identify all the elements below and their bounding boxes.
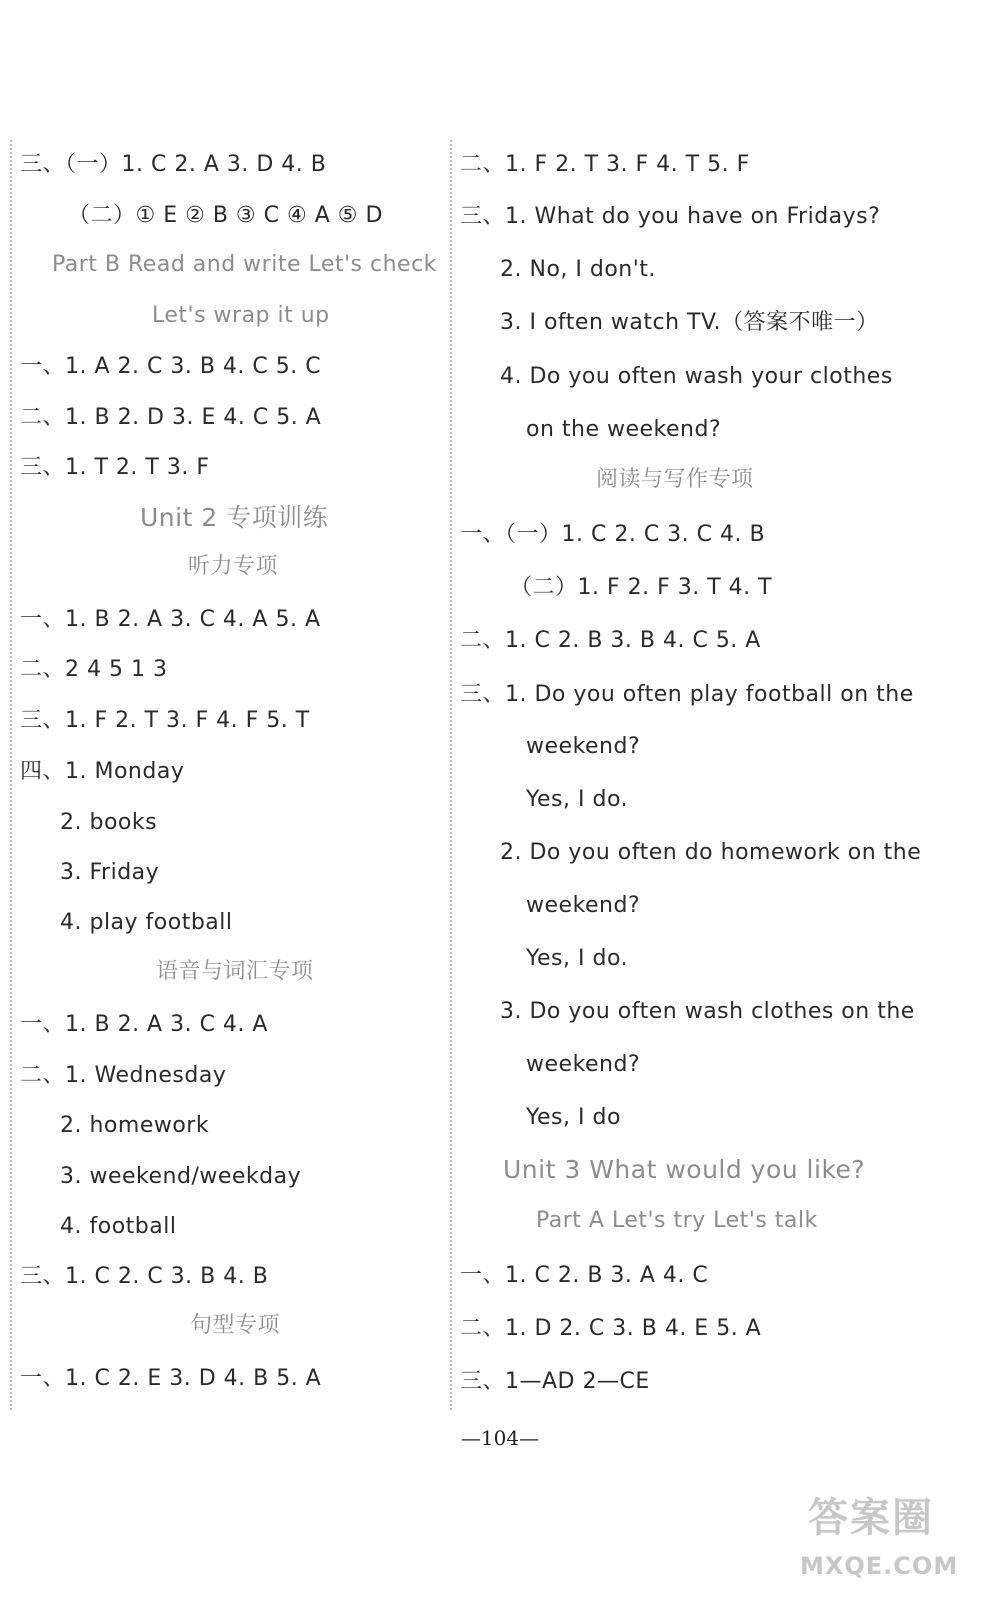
answer-line: 2. books [60, 810, 158, 835]
section-heading: 句型专项 [190, 1313, 281, 1338]
answer-line: 二、1. B 2. D 3. E 4. C 5. A [20, 405, 322, 430]
answer-line: 二、1. C 2. B 3. B 4. C 5. A [460, 628, 761, 653]
answer-line: 三、1—AD 2—CE [460, 1369, 650, 1394]
answer-line: 3. I often watch TV.（答案不唯一） [500, 310, 879, 335]
watermark [800, 1486, 980, 1596]
answer-line: weekend? [526, 1052, 641, 1077]
answer-line: 4. play football [60, 910, 233, 935]
answer-line: 一、（一）1. C 2. C 3. C 4. B [460, 522, 766, 547]
answer-line: 三、1. F 2. T 3. F 4. F 5. T [20, 708, 310, 733]
answer-line: 一、1. B 2. A 3. C 4. A 5. A [20, 607, 321, 632]
answer-line: 2. homework [60, 1113, 210, 1138]
answer-line: 三、1. C 2. C 3. B 4. B [20, 1264, 269, 1289]
answer-line: weekend? [526, 893, 641, 918]
answer-line: 一、1. C 2. E 3. D 4. B 5. A [20, 1366, 322, 1391]
answer-line: weekend? [526, 734, 641, 759]
section-heading: 语音与词汇专项 [156, 959, 314, 984]
section-heading: 听力专项 [188, 554, 279, 579]
answer-line: 一、1. B 2. A 3. C 4. A [20, 1012, 268, 1037]
answer-line: 三、1. What do you have on Fridays? [460, 204, 881, 229]
answer-line: 一、1. A 2. C 3. B 4. C 5. C [20, 354, 322, 379]
answer-line: 二、1. D 2. C 3. B 4. E 5. A [460, 1316, 762, 1341]
answer-line: 3. weekend/weekday [60, 1164, 302, 1189]
unit-heading: Unit 2 专项训练 [140, 503, 329, 532]
section-heading: 阅读与写作专项 [596, 467, 754, 492]
answer-line: （二）1. F 2. F 3. T 4. T [510, 575, 773, 600]
answer-line: Yes, I do. [526, 946, 629, 971]
answer-line: 二、1. F 2. T 3. F 4. T 5. F [460, 152, 750, 177]
answer-line: 二、1. Wednesday [20, 1063, 227, 1088]
answer-line: on the weekend? [526, 417, 722, 442]
watermark-url: MXQE.COM [800, 1552, 959, 1580]
answer-line: 4. Do you often wash your clothes [500, 364, 893, 389]
unit-heading: Unit 3 What would you like? [503, 1155, 866, 1184]
answer-line: （二）① E ② B ③ C ④ A ⑤ D [68, 203, 383, 228]
watermark-title: 答案圈 [808, 1495, 934, 1541]
section-heading: Let's wrap it up [152, 303, 330, 328]
answer-line: 三、（一）1. C 2. A 3. D 4. B [20, 152, 327, 177]
answer-line: 三、1. Do you often play football on the [460, 682, 914, 707]
answer-line: 三、1. T 2. T 3. F [20, 455, 210, 480]
section-heading: Part A Let's try Let's talk [536, 1208, 818, 1233]
section-heading: Part B Read and write Let's check [52, 252, 437, 277]
answer-line: Yes, I do [526, 1105, 621, 1130]
answer-line: 一、1. C 2. B 3. A 4. C [460, 1263, 709, 1288]
answer-line: 2. Do you often do homework on the [500, 840, 922, 865]
answer-line: 3. Do you often wash clothes on the [500, 999, 915, 1024]
answer-line: 二、2 4 5 1 3 [20, 657, 168, 682]
answer-line: 四、1. Monday [20, 759, 185, 784]
page-number: —104— [460, 1426, 540, 1450]
answer-line: 4. football [60, 1214, 177, 1239]
answer-line: 2. No, I don't. [500, 257, 656, 282]
answer-line: Yes, I do. [526, 787, 629, 812]
answer-line: 3. Friday [60, 860, 160, 885]
